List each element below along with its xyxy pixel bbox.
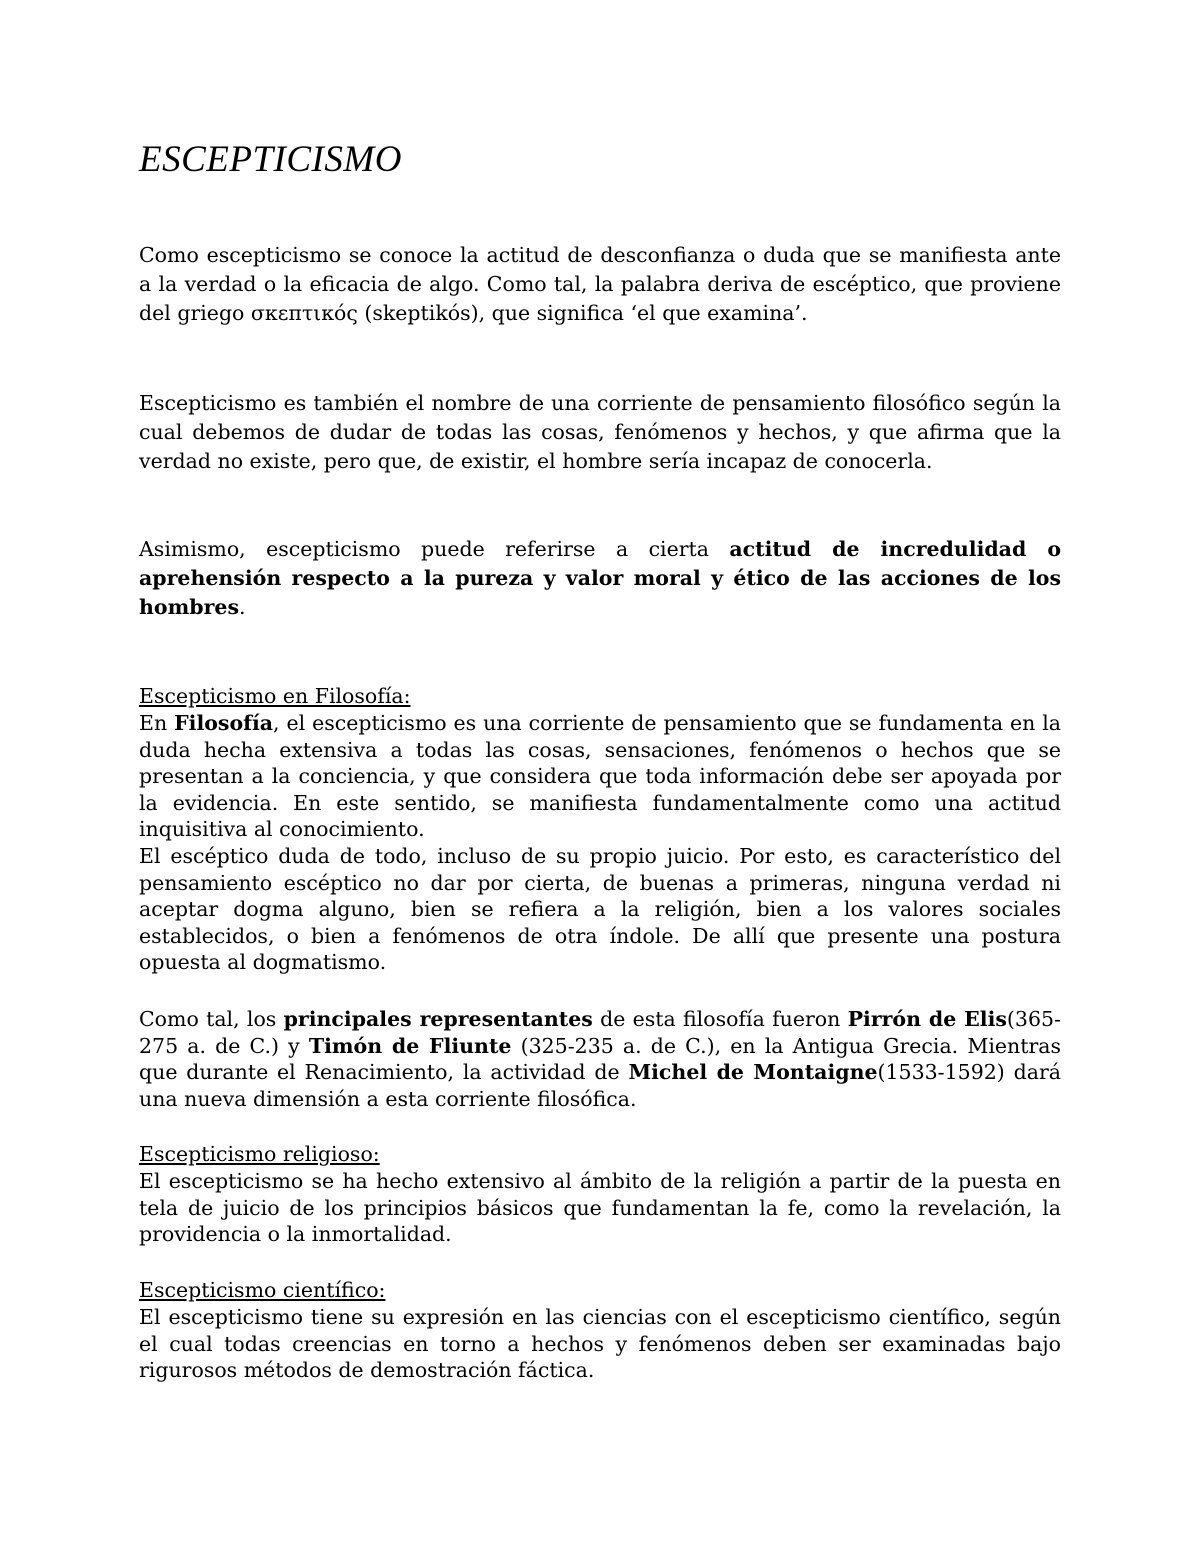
moral-attitude-paragraph [139,535,1061,622]
bold-span: Timón de Fliunte [308,1033,512,1058]
filosofia-paragraph-1 [139,710,1061,843]
bold-span: Michel de Montaigne [628,1060,878,1085]
text-span: . [239,595,246,619]
cientifico-paragraph: El escepticismo tiene su expresión en las ciencias con el escepticismo científico, según el cual todas creencias en torno a hechos y fenómenos deben ser examinadas bajo rigurosos métodos de demostración fáctica. [139,1305,1061,1383]
intro-paragraph: Como escepticismo se conoce la actitud de desconfianza o duda que se manifiesta ante a la verdad o la eficacia de algo. Como tal, la palabra deriva de escéptico, que proviene del griego σκεπτικός (skeptikós), que significa ‘el que examina’. [139,243,1061,325]
religioso-paragraph: El escepticismo se ha hecho extensivo al ámbito de la religión a partir de la puesta en tela de juicio de los principios básicos que fundamentan la fe, como la revelación, la providencia o la inmortalidad. [139,1169,1061,1247]
bold-span: actitud de incredulidad o aprehensión respecto a la pureza y valor moral y ético de las acciones de los hombres [139,537,1061,619]
text-span: (325-235 a. de C.), en la Antigua Grecia. Mientras que durante el Renacimiento, la actividad de [139,1033,1061,1085]
definition-paragraph: Escepticismo es también el nombre de una corriente de pensamiento filosófico según la cual debemos de dudar de todas las cosas, fenómenos y hechos, y que afirma que la verdad no existe, pero que, de existir, el hombre sería incapaz de conocerla. [139,391,1061,473]
section-heading-religioso: Escepticismo religioso: [139,1142,380,1166]
document-title: ESCEPTICISMO [139,139,402,180]
text-span: (1533-1592) dará una nueva dimensión a esta corriente filosófica. [139,1060,1061,1111]
bold-span: principales representantes [283,1007,593,1031]
text-span: Como tal, los [139,1007,284,1031]
filosofia-paragraph-2: El escéptico duda de todo, incluso de su propio juicio. Por esto, es característico del pensamiento escéptico no dar por cierta, de buenas a primeras, ninguna verdad ni aceptar dogma alguno, bien se refiera a la religión, bien a los valores sociales establecidos, o bien a fenómenos de otra índole. De allí que presente una postura opuesta al dogmatismo. [139,844,1061,975]
text-span: de esta filosofía fueron [592,1007,848,1031]
text-span: , el escepticismo es una corriente de pensamiento que se fundamenta en la duda hecha extensiva a todas las cosas, sensaciones, fenómenos o hechos que se presentan a la conciencia, y que considera que toda información debe ser apoyada por la evidencia. En este sentido, se manifiesta fundamentalmente como una actitud inquisitiva al conocimiento. [139,711,1062,842]
text-span: (365-275 a. de C.) y [139,1007,1061,1058]
representatives-paragraph [139,1006,1061,1112]
section-heading-filosofia: Escepticismo en Filosofía: [139,684,411,708]
bold-span: Filosofía [174,711,274,735]
text-span: Asimismo, escepticismo puede referirse a cierta [139,537,730,561]
section-heading-cientifico: Escepticismo científico: [139,1278,386,1302]
bold-span: Pirrón de Elis [847,1007,1007,1031]
text-span: En [139,711,175,735]
